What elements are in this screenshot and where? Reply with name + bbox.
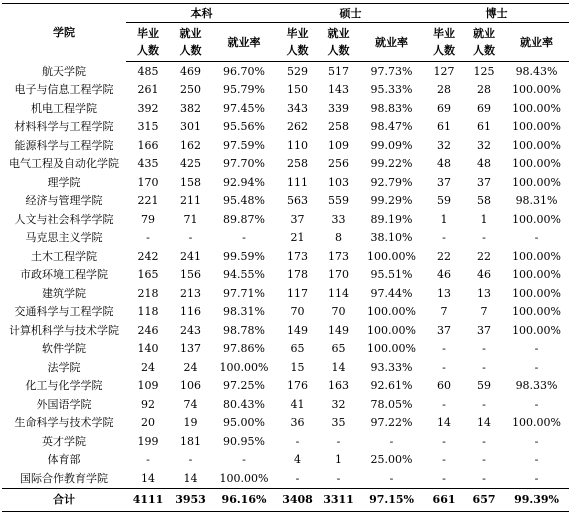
ms-graduates-cell: 150 <box>287 83 309 97</box>
ms-rate-cell: 98.83% <box>370 101 413 115</box>
ug-graduates-cell: 165 <box>137 268 159 282</box>
ug-graduates-cell: 218 <box>137 286 159 300</box>
ug-rate-cell: 80.43% <box>223 397 265 411</box>
phd-rate-cell: 98.33% <box>515 379 558 393</box>
ms-employed-cell: 143 <box>328 83 350 97</box>
ms-employed-cell: 14 <box>331 360 346 374</box>
ug-employed-cell: 158 <box>180 175 201 189</box>
group-header-undergrad: 本科 <box>126 4 277 23</box>
college-name-cell: 理学院 <box>47 175 81 189</box>
ug-employed-cell: 74 <box>183 397 198 411</box>
ug-graduates-cell: - <box>146 231 150 245</box>
phd-employed-cell: - <box>482 453 486 467</box>
ms-employed-cell: 339 <box>328 101 350 115</box>
phd-employed-cell: - <box>482 471 486 485</box>
phd-graduates-total-cell: 661 <box>424 488 464 511</box>
ug-employed-cell: 106 <box>180 379 201 393</box>
ug-employed-cell: 425 <box>180 157 201 171</box>
ms-graduates-cell: 262 <box>287 120 309 134</box>
ug-employed-cell: 181 <box>180 434 201 448</box>
subheader-employed: 就业 人数 <box>318 23 359 62</box>
ms-graduates-cell: 117 <box>287 286 309 300</box>
phd-graduates-cell: 59 <box>437 194 452 208</box>
ms-rate-cell: 97.73% <box>370 64 413 78</box>
table-row <box>2 62 569 81</box>
phd-employed-cell: 61 <box>477 120 492 134</box>
ms-employed-cell: 33 <box>331 212 346 226</box>
ms-employed-cell: 149 <box>328 323 350 337</box>
subheader-employed: 就业 人数 <box>464 23 504 62</box>
subheader-graduates: 毕业 人数 <box>126 23 170 62</box>
ms-rate-cell: 99.22% <box>370 157 413 171</box>
phd-employed-cell: - <box>482 360 486 374</box>
phd-graduates-cell: 1 <box>440 212 448 226</box>
ms-employed-cell: 8 <box>335 231 343 245</box>
ms-employed-cell: 114 <box>328 286 350 300</box>
phd-employed-cell: 14 <box>477 416 492 430</box>
ug-employed-cell: - <box>188 231 193 245</box>
college-name-cell: 法学院 <box>47 360 81 374</box>
phd-graduates-cell: - <box>442 231 446 245</box>
phd-rate-cell: 100.00% <box>512 101 562 115</box>
phd-rate-cell: - <box>534 397 539 411</box>
total-label-cell: 合计 <box>2 488 126 511</box>
phd-rate-cell: 100.00% <box>512 212 562 226</box>
ms-rate-cell: 93.33% <box>370 360 413 374</box>
phd-employed-cell: 125 <box>473 64 495 78</box>
table-row <box>2 136 569 155</box>
table-row <box>2 321 569 340</box>
phd-employed-cell: 37 <box>477 323 492 337</box>
ms-employed-cell: 70 <box>331 305 346 319</box>
ug-rate-cell: 100.00% <box>219 471 269 485</box>
subheader-rate: 就业率 <box>504 23 569 62</box>
college-name-cell: 人文与社会科学学院 <box>14 212 114 226</box>
ms-employed-cell: 103 <box>328 175 350 189</box>
college-name-cell: 英才学院 <box>42 434 86 448</box>
phd-rate-cell: - <box>534 434 539 448</box>
college-name-cell: 外国语学院 <box>36 397 92 411</box>
phd-rate-cell: 100.00% <box>512 416 562 430</box>
ug-graduates-cell: 14 <box>141 471 155 485</box>
college-name-cell: 市政环境工程学院 <box>20 268 108 282</box>
phd-rate-cell: - <box>534 231 539 245</box>
ms-graduates-cell: 258 <box>287 157 309 171</box>
ug-graduates-cell: 166 <box>137 138 159 152</box>
table-row <box>2 266 569 285</box>
ms-graduates-cell: 15 <box>290 360 305 374</box>
ug-graduates-cell: 435 <box>137 157 159 171</box>
phd-rate-cell: 100.00% <box>512 268 562 282</box>
phd-graduates-cell: - <box>442 434 446 448</box>
ms-graduates-cell: - <box>295 434 300 448</box>
table-row <box>2 155 569 174</box>
ms-employed-cell: 1 <box>335 453 343 467</box>
ug-graduates-total-cell: 4111 <box>126 488 170 511</box>
phd-rate-cell: 100.00% <box>512 120 562 134</box>
phd-graduates-cell: - <box>442 471 446 485</box>
phd-rate-cell: - <box>534 471 539 485</box>
ug-employed-cell: 241 <box>180 249 201 263</box>
phd-graduates-cell: - <box>442 453 446 467</box>
ms-graduates-cell: 36 <box>290 416 305 430</box>
ug-employed-cell: 156 <box>180 268 201 282</box>
table-row <box>2 210 569 229</box>
ms-rate-cell: - <box>389 471 394 485</box>
ms-employed-cell: 256 <box>328 157 350 171</box>
ug-graduates-cell: 199 <box>137 434 159 448</box>
college-header: 学院 <box>2 4 126 62</box>
table-body <box>2 62 569 512</box>
phd-rate-cell: 100.00% <box>512 323 562 337</box>
college-name-cell: 能源科学与工程学院 <box>14 138 114 152</box>
ms-rate-cell: 99.09% <box>370 138 413 152</box>
phd-graduates-cell: - <box>442 342 446 356</box>
ug-rate-cell: 90.95% <box>223 434 265 448</box>
phd-rate-cell: 100.00% <box>512 138 562 152</box>
phd-rate-cell: 98.31% <box>515 194 558 208</box>
table-row <box>2 432 569 451</box>
ms-rate-cell: 100.00% <box>367 323 416 337</box>
table-row <box>2 284 569 303</box>
ms-employed-total-cell: 3311 <box>318 488 359 511</box>
table-row <box>2 358 569 377</box>
ms-employed-cell: - <box>336 471 341 485</box>
ug-graduates-cell: - <box>146 453 150 467</box>
subheader-employed: 就业 人数 <box>170 23 211 62</box>
table-row <box>2 395 569 414</box>
ms-graduates-cell: 4 <box>294 453 302 467</box>
college-name-cell: 经济与管理学院 <box>25 194 103 208</box>
subheader-graduates: 毕业 人数 <box>424 23 464 62</box>
ms-graduates-cell: 110 <box>287 138 309 152</box>
ms-employed-cell: 109 <box>328 138 350 152</box>
ms-rate-cell: 89.19% <box>370 212 413 226</box>
ug-employed-cell: 116 <box>180 305 201 319</box>
phd-graduates-cell: 14 <box>437 416 452 430</box>
college-name-cell: 马克思主义学院 <box>25 231 103 245</box>
ug-rate-cell: 100.00% <box>219 360 269 374</box>
ug-rate-cell: - <box>242 231 246 245</box>
ms-graduates-cell: 37 <box>290 212 305 226</box>
ug-employed-cell: - <box>188 453 193 467</box>
ug-graduates-cell: 24 <box>141 360 155 374</box>
ug-rate-cell: 97.59% <box>223 138 265 152</box>
phd-rate-cell: - <box>534 342 539 356</box>
ms-graduates-cell: 149 <box>287 323 309 337</box>
phd-rate-cell: 100.00% <box>512 175 562 189</box>
ms-rate-cell: 95.51% <box>370 268 413 282</box>
ug-rate-cell: 95.56% <box>223 120 265 134</box>
ms-employed-cell: 65 <box>331 342 346 356</box>
phd-graduates-cell: 48 <box>437 157 452 171</box>
ug-rate-cell: 92.94% <box>223 175 265 189</box>
ug-employed-cell: 211 <box>180 194 201 208</box>
ug-employed-cell: 14 <box>183 471 198 485</box>
ug-rate-cell: 96.70% <box>223 64 265 78</box>
phd-graduates-cell: 37 <box>437 323 452 337</box>
ms-rate-cell: 92.61% <box>370 379 413 393</box>
ug-employed-cell: 213 <box>180 286 201 300</box>
ug-graduates-cell: 221 <box>137 194 159 208</box>
header-row-groups <box>2 4 569 23</box>
ug-employed-cell: 469 <box>180 64 201 78</box>
table-row <box>2 247 569 266</box>
subheader-rate: 就业率 <box>211 23 277 62</box>
ms-graduates-cell: 21 <box>290 231 305 245</box>
phd-employed-cell: 59 <box>477 379 492 393</box>
ug-graduates-cell: 170 <box>137 175 159 189</box>
ms-graduates-cell: 343 <box>287 101 309 115</box>
ms-rate-cell: 38.10% <box>370 231 413 245</box>
phd-graduates-cell: 7 <box>440 305 448 319</box>
table-row <box>2 99 569 118</box>
ms-employed-cell: 258 <box>328 120 350 134</box>
ms-graduates-total-cell: 3408 <box>277 488 318 511</box>
ms-rate-cell: 98.47% <box>370 120 413 134</box>
group-header-doctor: 博士 <box>424 4 569 23</box>
ms-employed-cell: 517 <box>328 64 350 78</box>
phd-employed-cell: - <box>482 434 486 448</box>
phd-graduates-cell: 60 <box>437 379 452 393</box>
ms-rate-cell: 92.79% <box>370 175 413 189</box>
ug-rate-cell: 97.45% <box>223 101 265 115</box>
phd-employed-cell: 37 <box>477 175 492 189</box>
subheader-rate: 就业率 <box>359 23 424 62</box>
ug-rate-cell: 97.71% <box>223 286 265 300</box>
ug-rate-cell: 95.79% <box>223 83 265 97</box>
phd-graduates-cell: 13 <box>437 286 452 300</box>
ms-rate-cell: 97.44% <box>370 286 413 300</box>
table-row <box>2 469 569 488</box>
ms-rate-cell: 25.00% <box>370 453 413 467</box>
ug-rate-cell: 98.78% <box>223 323 265 337</box>
ms-employed-cell: 35 <box>331 416 346 430</box>
ug-employed-cell: 301 <box>180 120 201 134</box>
college-name-cell: 化工与化学学院 <box>25 379 103 393</box>
ug-graduates-cell: 246 <box>137 323 159 337</box>
ug-employed-cell: 250 <box>180 83 201 97</box>
phd-employed-cell: 13 <box>477 286 492 300</box>
college-name-cell: 计算机科学与技术学院 <box>9 323 119 337</box>
college-name-cell: 交通科学与工程学院 <box>14 305 114 319</box>
ms-rate-cell: 99.29% <box>370 194 413 208</box>
ms-employed-cell: 32 <box>331 397 346 411</box>
table-row <box>2 118 569 137</box>
phd-graduates-cell: - <box>442 360 446 374</box>
ug-rate-cell: 95.48% <box>223 194 265 208</box>
ms-rate-cell: - <box>389 434 394 448</box>
ug-employed-cell: 19 <box>183 416 198 430</box>
ug-graduates-cell: 392 <box>137 101 159 115</box>
phd-rate-cell: 100.00% <box>512 305 562 319</box>
college-name-cell: 体育部 <box>47 453 81 467</box>
table-row <box>2 81 569 100</box>
total-row <box>2 488 569 511</box>
ms-graduates-cell: 563 <box>287 194 309 208</box>
phd-employed-cell: 48 <box>477 157 492 171</box>
ug-graduates-cell: 109 <box>137 379 159 393</box>
phd-employed-cell: 32 <box>477 138 492 152</box>
ug-rate-cell: 97.86% <box>223 342 265 356</box>
ms-graduates-cell: 70 <box>290 305 305 319</box>
college-name-cell: 软件学院 <box>42 342 86 356</box>
ms-graduates-cell: 529 <box>287 64 309 78</box>
ug-rate-cell: 98.31% <box>223 305 265 319</box>
ms-graduates-cell: 65 <box>290 342 305 356</box>
ms-graduates-cell: 111 <box>287 175 309 189</box>
ug-graduates-cell: 79 <box>141 212 155 226</box>
phd-rate-cell: 98.43% <box>515 64 558 78</box>
ug-employed-cell: 24 <box>183 360 198 374</box>
phd-employed-cell: 46 <box>477 268 492 282</box>
ug-employed-cell: 71 <box>183 212 198 226</box>
phd-employed-cell: 7 <box>480 305 488 319</box>
table-row <box>2 451 569 470</box>
college-name-cell: 电子与信息工程学院 <box>14 83 114 97</box>
ug-employed-cell: 382 <box>180 101 201 115</box>
college-name-cell: 土木工程学院 <box>31 249 97 263</box>
college-name-cell: 材料科学与工程学院 <box>14 120 114 134</box>
phd-employed-cell: - <box>482 342 486 356</box>
phd-employed-cell: 1 <box>480 212 488 226</box>
college-name-cell: 生命科学与技术学院 <box>14 416 114 430</box>
ug-graduates-cell: 261 <box>137 83 159 97</box>
phd-rate-cell: 100.00% <box>512 249 562 263</box>
phd-employed-cell: 69 <box>477 101 492 115</box>
group-header-master: 硕士 <box>277 4 424 23</box>
phd-rate-total-cell: 99.39% <box>504 488 569 511</box>
ms-rate-cell: 78.05% <box>370 397 413 411</box>
phd-employed-cell: 58 <box>477 194 492 208</box>
phd-employed-cell: 28 <box>477 83 492 97</box>
college-name-cell: 航天学院 <box>42 64 86 78</box>
ug-rate-cell: 99.59% <box>223 249 265 263</box>
ug-graduates-cell: 242 <box>137 249 159 263</box>
phd-graduates-cell: 32 <box>437 138 452 152</box>
ug-rate-cell: 97.25% <box>223 379 265 393</box>
ug-rate-cell: 97.70% <box>223 157 265 171</box>
table-row <box>2 377 569 396</box>
ug-graduates-cell: 315 <box>137 120 159 134</box>
ms-rate-cell: 100.00% <box>367 249 416 263</box>
phd-graduates-cell: 61 <box>437 120 452 134</box>
college-name-cell: 电气工程及自动化学院 <box>9 157 119 171</box>
phd-graduates-cell: - <box>442 397 446 411</box>
ms-rate-cell: 95.33% <box>370 83 413 97</box>
phd-graduates-cell: 46 <box>437 268 452 282</box>
subheader-graduates: 毕业 人数 <box>277 23 318 62</box>
ug-employed-cell: 137 <box>180 342 201 356</box>
table-row <box>2 340 569 359</box>
ms-graduates-cell: 176 <box>287 379 309 393</box>
ms-graduates-cell: 178 <box>287 268 309 282</box>
ms-employed-cell: 170 <box>328 268 350 282</box>
phd-employed-cell: 22 <box>477 249 492 263</box>
table-row <box>2 414 569 433</box>
phd-rate-cell: - <box>534 453 539 467</box>
ug-rate-cell: 89.87% <box>223 212 265 226</box>
ms-rate-cell: 100.00% <box>367 342 416 356</box>
ug-graduates-cell: 140 <box>137 342 159 356</box>
ug-rate-cell: - <box>242 453 246 467</box>
table-row <box>2 173 569 192</box>
ug-rate-total-cell: 96.16% <box>211 488 277 511</box>
ms-employed-cell: 163 <box>328 379 350 393</box>
phd-rate-cell: 100.00% <box>512 83 562 97</box>
ms-graduates-cell: - <box>295 471 300 485</box>
ug-graduates-cell: 118 <box>137 305 159 319</box>
phd-graduates-cell: 37 <box>437 175 452 189</box>
ms-rate-cell: 100.00% <box>367 305 416 319</box>
ug-rate-cell: 95.00% <box>223 416 265 430</box>
ug-graduates-cell: 92 <box>141 397 155 411</box>
ug-employed-cell: 162 <box>180 138 201 152</box>
college-name-cell: 机电工程学院 <box>31 101 97 115</box>
phd-employed-cell: - <box>482 231 486 245</box>
phd-rate-cell: 100.00% <box>512 157 562 171</box>
ug-employed-cell: 243 <box>180 323 201 337</box>
table-row <box>2 192 569 211</box>
ug-graduates-cell: 20 <box>141 416 155 430</box>
college-name-cell: 国际合作教育学院 <box>20 471 108 485</box>
ms-employed-cell: 173 <box>328 249 350 263</box>
phd-graduates-cell: 69 <box>437 101 452 115</box>
ms-employed-cell: - <box>336 434 341 448</box>
college-name-cell: 建筑学院 <box>42 286 86 300</box>
phd-rate-cell: - <box>534 360 539 374</box>
ug-graduates-cell: 485 <box>137 64 159 78</box>
phd-graduates-cell: 22 <box>437 249 452 263</box>
phd-graduates-cell: 127 <box>433 64 455 78</box>
employment-statistics-table <box>2 3 569 512</box>
ms-rate-cell: 97.22% <box>370 416 413 430</box>
phd-graduates-cell: 28 <box>437 83 452 97</box>
ug-employed-total-cell: 3953 <box>170 488 211 511</box>
phd-employed-total-cell: 657 <box>464 488 504 511</box>
table-row <box>2 303 569 322</box>
ms-graduates-cell: 173 <box>287 249 309 263</box>
phd-employed-cell: - <box>482 397 486 411</box>
phd-rate-cell: 100.00% <box>512 286 562 300</box>
ms-rate-total-cell: 97.15% <box>359 488 424 511</box>
ms-graduates-cell: 41 <box>290 397 305 411</box>
table-row <box>2 229 569 248</box>
employment-table-container <box>2 3 569 512</box>
ms-employed-cell: 559 <box>328 194 350 208</box>
ug-rate-cell: 94.55% <box>223 268 265 282</box>
